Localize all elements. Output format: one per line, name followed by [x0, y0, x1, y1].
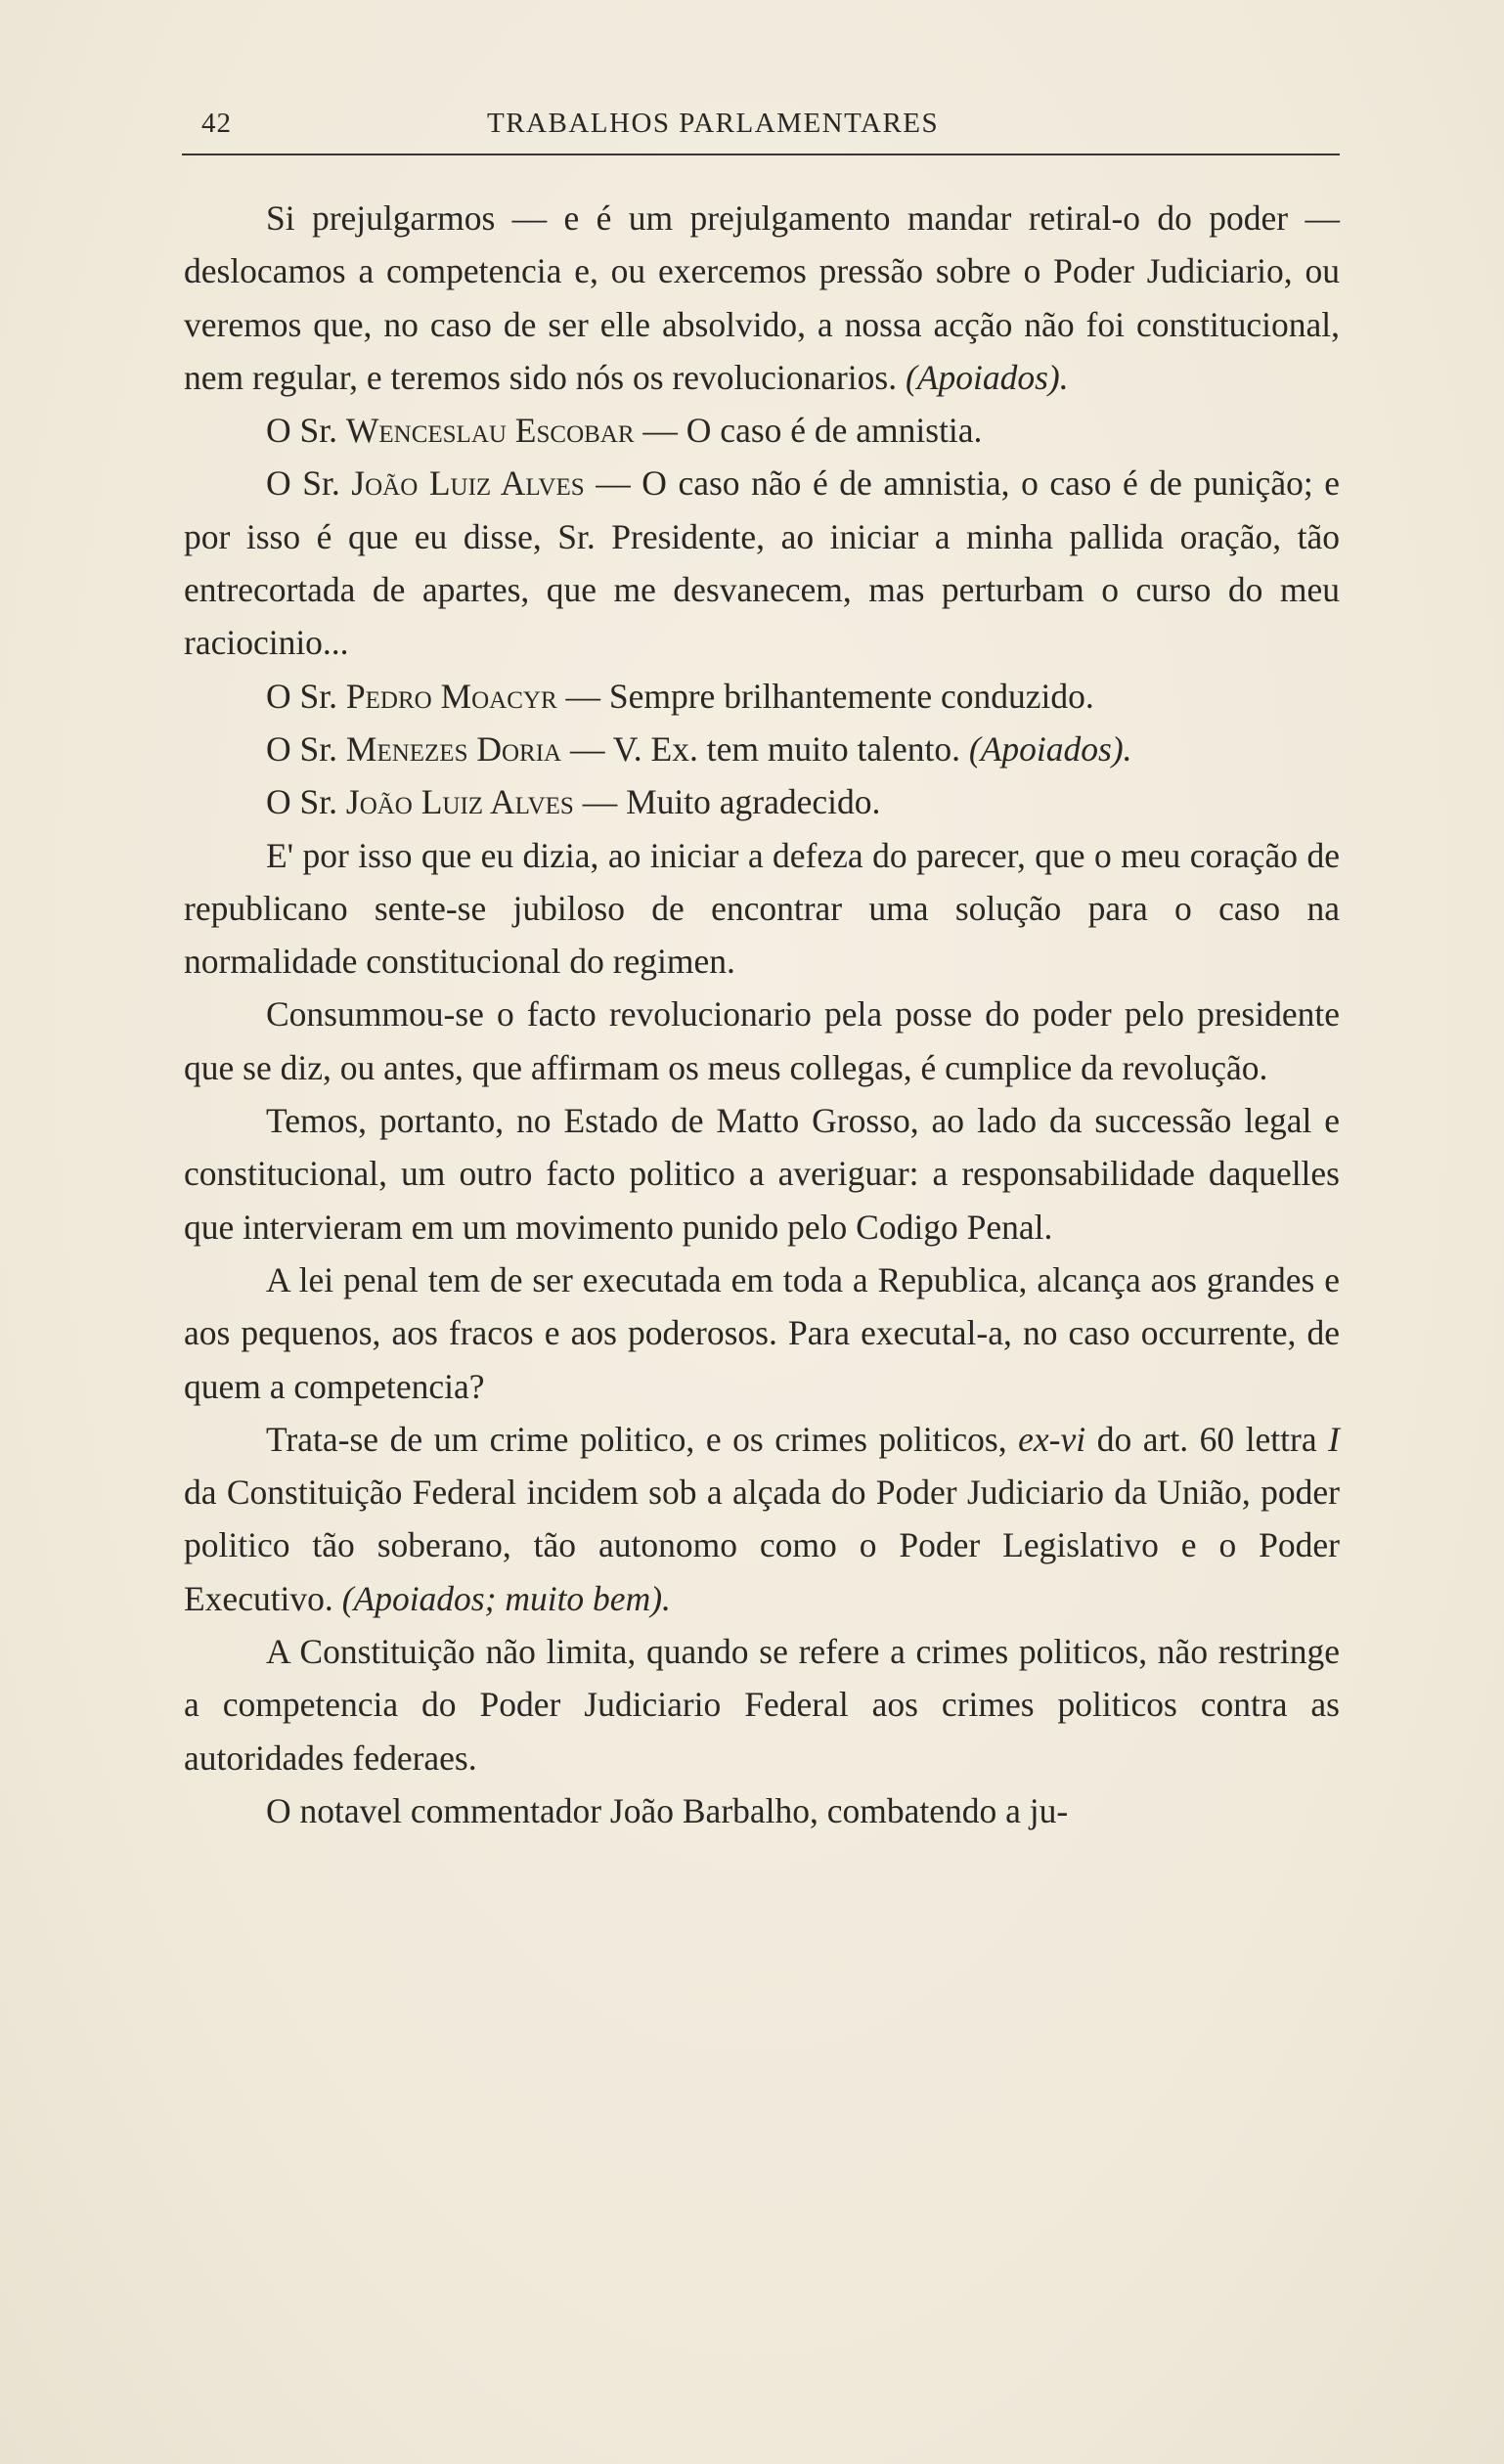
paragraph-text: — O caso não é de amnistia, o caso é de punição; e por isso é que eu disse, Sr. Presidente, ao iniciar a minha pallida oração, tão entrecortada de apartes, que me desvanecem, mas perturbam o curso do meu raciocinio...: [184, 463, 1341, 663]
paragraph-text: Temos, portanto, no Estado de Matto Grosso, ao lado da successão legal e constitucional, um outro facto politico a averiguar: a responsabilidade daquelles que intervieram em um movimento punido pelo Codigo Penal.: [184, 1101, 1340, 1247]
speaker-name: Menezes Doria: [345, 728, 562, 769]
paragraph-text: do art. 60 lettra: [1085, 1419, 1329, 1459]
speech-turn: [184, 670, 1340, 723]
paragraph-text: A Constituição não limita, quando se refere a crimes politicos, não restringe a competencia do Poder Judiciario Federal aos crimes politicos contra as autoridades federaes.: [184, 1632, 1340, 1778]
paragraph-text: Consummou-se o facto revolucionario pela posse do poder pelo presidente que se diz, ou antes, que affirmam os meus collegas, é cumplice da revolução.: [184, 994, 1340, 1087]
aside-remark: (Apoiados).: [968, 728, 1132, 769]
speaker-prefix: O Sr.: [266, 463, 340, 504]
paragraph: [184, 1413, 1340, 1625]
speaker-name: Pedro Moacyr: [345, 676, 557, 716]
speech-turn: [184, 775, 1340, 828]
aside-remark: (Apoiados).: [905, 357, 1069, 397]
paragraph: [184, 988, 1340, 1094]
speech-turn: [184, 723, 1340, 775]
speaker-prefix: O Sr.: [266, 728, 337, 769]
paragraph: [184, 1625, 1340, 1784]
paragraph-text: A lei penal tem de ser executada em toda a Republica, alcança aos grandes e aos pequenos, aos fracos e aos poderosos. Para executal-a, no caso occurrente, de quem a competencia?: [184, 1259, 1340, 1406]
page-header: [182, 104, 1340, 143]
paragraph: [184, 1094, 1340, 1254]
paragraph-text: da Constituição Federal incidem sob a alçada do Poder Judiciario da União, poder politico tão soberano, tão autonomo como o Poder Legislativo e o Poder Executivo.: [184, 1473, 1340, 1618]
paragraph-text: — O caso é de amnistia.: [634, 411, 983, 451]
header-rule: [182, 154, 1340, 155]
paragraph: [184, 1784, 1340, 1837]
paragraph-text: E' por isso que eu dizia, ao iniciar a defeza do parecer, que o meu coração de republicano sente-se jubiloso de encontrar uma solução para o caso na normalidade constitucional do regimen.: [184, 835, 1340, 982]
paragraph: [184, 1254, 1340, 1413]
body-text: [184, 192, 1340, 1837]
speaker-prefix: O Sr.: [266, 782, 337, 822]
paragraph-text: — Muito agradecido.: [573, 782, 881, 822]
speaker-name: Wenceslau Escobar: [345, 411, 635, 451]
article-letter: I: [1328, 1419, 1340, 1459]
speaker-name: João Luiz Alves: [345, 782, 574, 822]
aside-remark: (Apoiados; muito bem).: [341, 1578, 671, 1618]
speech-turn: [184, 457, 1340, 669]
latin-term: ex-vi: [1018, 1419, 1086, 1459]
page-number: 42: [201, 108, 232, 139]
speaker-prefix: O Sr.: [266, 411, 337, 451]
paragraph-text: — Sempre brilhantemente conduzido.: [556, 676, 1094, 716]
paragraph-text: Trata-se de um crime politico, e os crimes politicos,: [266, 1419, 1019, 1459]
speaker-prefix: O Sr.: [266, 676, 337, 716]
paragraph-text: — V. Ex. tem muito talento.: [561, 728, 969, 769]
paragraph-text: O notavel commentador João Barbalho, combatendo a ju-: [266, 1790, 1069, 1830]
paragraph-text: Si prejulgarmos — e é um prejulgamento mandar retiral-o do poder — deslocamos a competencia e, ou exercemos pressão sobre o Poder Judiciario, ou veremos que, no caso de ser elle absolvido, a nossa acção não foi constitucional, nem regular, e teremos sido nós os revolucionarios.: [184, 198, 1340, 397]
speaker-name: João Luiz Alves: [351, 463, 585, 504]
paragraph: [184, 829, 1340, 989]
paragraph: [184, 192, 1340, 404]
speech-turn: [184, 404, 1340, 457]
running-title: TRABALHOS PARLAMENTARES: [487, 108, 940, 139]
